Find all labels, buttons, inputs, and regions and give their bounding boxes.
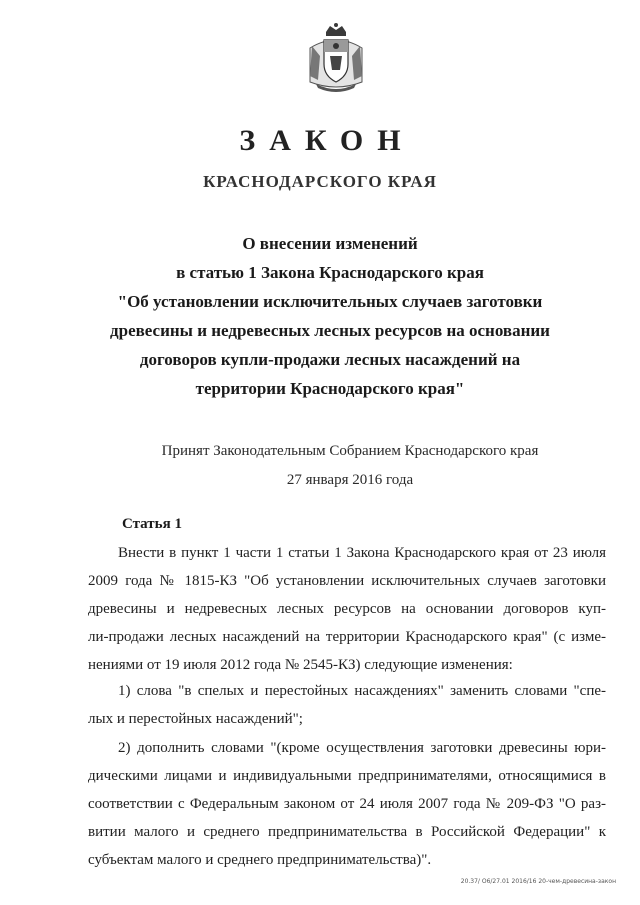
adoption-info — [0, 437, 640, 495]
text-line: соответствии с Федеральным законом от 24 июля 2007 года № 209-ФЗ "О раз- — [88, 796, 606, 812]
subject-line: в статью 1 Закона Краснодарского края — [176, 263, 484, 282]
text-line: витии малого и среднего предпринимательства в Российской Федерации" к — [88, 824, 606, 840]
article-item-2 — [88, 734, 606, 874]
subject-line: территории Краснодарского края" — [195, 379, 465, 398]
adoption-date: 27 января 2016 года — [286, 472, 414, 488]
text-line: дическими лицами и индивидуальными предпринимателями, относящимися в — [88, 768, 606, 784]
adoption-body: Принят Законодательным Собранием Краснодарского края — [161, 443, 539, 459]
subject-line: "Об установлении исключительных случаев заготовки — [117, 292, 543, 311]
article-intro — [88, 539, 606, 679]
law-subject — [90, 229, 570, 403]
text-line: ли-продажи лесных насаждений на территории Краснодарского края" (с изме- — [88, 629, 606, 645]
file-reference: 20.37/ О6/27.01 2016/16 20-чем-древесина-закон — [460, 878, 616, 885]
text-line: древесины и недревесных лесных ресурсов на основании договоров куп- — [88, 601, 606, 617]
subject-line: договоров купли-продажи лесных насаждений на — [139, 350, 521, 369]
article-heading: Статья 1 — [122, 516, 182, 532]
text-line: 2) дополнить словами "(кроме осуществления заготовки древесины юри- — [118, 740, 606, 756]
law-title: ЗАКОН — [239, 124, 415, 157]
subject-line: О внесении изменений — [242, 234, 418, 253]
article-item-1 — [88, 677, 606, 733]
text-line: нениями от 19 июля 2012 года № 2545-КЗ) следующие изменения: — [88, 657, 513, 673]
text-line: лых и перестойных насаждений"; — [88, 711, 303, 727]
text-line: 1) слова "в спелых и перестойных насаждениях" заменить словами "спе- — [118, 683, 606, 699]
text-line: субъектам малого и среднего предпринимательства)". — [88, 852, 432, 868]
text-line: Внести в пункт 1 части 1 статьи 1 Закона Краснодарского края от 23 июля — [118, 545, 606, 561]
krasnodar-coat-of-arms-icon — [304, 22, 368, 94]
text-line: 2009 года № 1815-КЗ "Об установлении исключительных случаев заготовки — [88, 573, 606, 589]
region-name: КРАСНОДАРСКОГО КРАЯ — [203, 172, 437, 191]
subject-line: древесины и недревесных лесных ресурсов на основании — [110, 321, 550, 340]
